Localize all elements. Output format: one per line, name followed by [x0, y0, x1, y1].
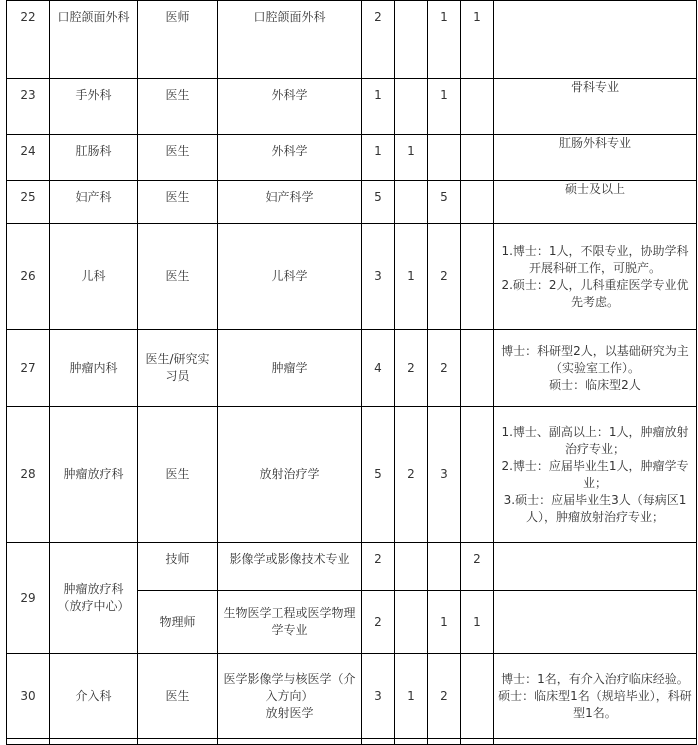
- total-count: 2: [362, 591, 395, 654]
- empty-cell: [50, 739, 138, 745]
- department: 妇产科: [50, 181, 138, 224]
- phd-count: [395, 543, 428, 591]
- master-count: 1: [428, 1, 461, 79]
- table-row-partial: [7, 739, 697, 745]
- major-line: 医学影像学与核医学（介入方向）: [223, 671, 356, 703]
- remarks: [494, 1, 697, 79]
- remarks: [494, 79, 697, 135]
- remark-line: 1.博士：1人，不限专业，协助学科开展科研工作，可脱产。: [501, 243, 689, 275]
- row-number: 26: [7, 224, 50, 330]
- phd-count: [395, 181, 428, 224]
- master-count: [428, 135, 461, 181]
- bachelor-count: [461, 654, 494, 739]
- bachelor-count: [461, 181, 494, 224]
- total-count: 5: [362, 407, 395, 543]
- remarks: [494, 224, 697, 330]
- row-number: 22: [7, 1, 50, 79]
- table-row: [7, 330, 697, 407]
- remark-line: 肛肠外科专业: [558, 136, 631, 150]
- major: 儿科学: [218, 224, 362, 330]
- remark-line: 骨科专业: [570, 80, 619, 94]
- empty-cell: [218, 739, 362, 745]
- bachelor-count: [461, 135, 494, 181]
- position: 医生: [138, 181, 218, 224]
- position: 物理师: [138, 591, 218, 654]
- remark-line: 硕士：临床型1名（规培毕业），科研型1名。: [498, 688, 692, 720]
- total-count: 3: [362, 224, 395, 330]
- remarks: [494, 330, 697, 407]
- table-row: [7, 543, 697, 591]
- department: 肛肠科: [50, 135, 138, 181]
- remark-line: 2.博士：应届毕业生1人，肿瘤学专业；: [501, 458, 689, 490]
- department: 肿瘤放疗科（放疗中心）: [50, 543, 138, 654]
- master-count: 1: [428, 79, 461, 135]
- major: 妇产科学: [218, 181, 362, 224]
- total-count: 3: [362, 654, 395, 739]
- phd-count: [395, 79, 428, 135]
- empty-cell: [362, 739, 395, 745]
- department: 手外科: [50, 79, 138, 135]
- total-count: 4: [362, 330, 395, 407]
- total-count: 1: [362, 79, 395, 135]
- empty-cell: [494, 739, 697, 745]
- major: 外科学: [218, 79, 362, 135]
- row-number: 29: [7, 543, 50, 654]
- row-number: 28: [7, 407, 50, 543]
- remark-line: 1.博士、副高以上：1人，肿瘤放射治疗专业；: [501, 424, 689, 456]
- empty-cell: [428, 739, 461, 745]
- remark-line: 博士：科研型2人，以基础研究为主（实验室工作）。: [501, 343, 689, 375]
- position: 医师: [138, 1, 218, 79]
- remark-line: 硕士及以上: [564, 182, 625, 196]
- major: 影像学或影像技术专业: [218, 543, 362, 591]
- recruitment-table: [6, 0, 697, 745]
- major: 放射治疗学: [218, 407, 362, 543]
- master-count: [428, 543, 461, 591]
- phd-count: 2: [395, 330, 428, 407]
- remark-line: 硕士：临床型2人: [549, 377, 641, 392]
- bachelor-count: [461, 224, 494, 330]
- remark-line: 2.硕士：2人，儿科重症医学专业优先考虑。: [501, 277, 689, 309]
- phd-count: [395, 1, 428, 79]
- remark-line: 3.硕士：应届毕业生3人（每病区1人），肿瘤放射治疗专业；: [503, 492, 687, 524]
- department: 肿瘤内科: [50, 330, 138, 407]
- remarks: [494, 135, 697, 181]
- major: [218, 654, 362, 739]
- position: 技师: [138, 543, 218, 591]
- master-count: 5: [428, 181, 461, 224]
- empty-cell: [395, 739, 428, 745]
- total-count: 5: [362, 181, 395, 224]
- department: 肿瘤放疗科: [50, 407, 138, 543]
- major: 生物医学工程或医学物理学专业: [218, 591, 362, 654]
- table-row: [7, 79, 697, 135]
- remarks: [494, 654, 697, 739]
- empty-cell: [461, 739, 494, 745]
- position: 医生: [138, 224, 218, 330]
- row-number: 23: [7, 79, 50, 135]
- row-number: 30: [7, 654, 50, 739]
- total-count: 1: [362, 135, 395, 181]
- table-row: [7, 1, 697, 79]
- position: 医生: [138, 79, 218, 135]
- table-row: [7, 135, 697, 181]
- bachelor-count: [461, 407, 494, 543]
- remark-line: 博士：1名，有介入治疗临床经验。: [501, 671, 689, 686]
- bachelor-count: 2: [461, 543, 494, 591]
- bachelor-count: [461, 330, 494, 407]
- remarks: [494, 181, 697, 224]
- empty-cell: [7, 739, 50, 745]
- major: 外科学: [218, 135, 362, 181]
- department: 口腔颌面外科: [50, 1, 138, 79]
- empty-cell: [138, 739, 218, 745]
- table-row: [7, 407, 697, 543]
- table-row: [7, 654, 697, 739]
- table-row: [7, 224, 697, 330]
- phd-count: 1: [395, 135, 428, 181]
- phd-count: [395, 591, 428, 654]
- bachelor-count: 1: [461, 591, 494, 654]
- master-count: 2: [428, 224, 461, 330]
- remarks: [494, 407, 697, 543]
- major-line: 放射医学: [265, 705, 314, 720]
- bachelor-count: [461, 79, 494, 135]
- major: 肿瘤学: [218, 330, 362, 407]
- row-number: 24: [7, 135, 50, 181]
- phd-count: 1: [395, 654, 428, 739]
- bachelor-count: 1: [461, 1, 494, 79]
- row-number: 27: [7, 330, 50, 407]
- table-row: [7, 181, 697, 224]
- master-count: 2: [428, 654, 461, 739]
- master-count: 3: [428, 407, 461, 543]
- remarks: [494, 543, 697, 591]
- total-count: 2: [362, 543, 395, 591]
- phd-count: 1: [395, 224, 428, 330]
- phd-count: 2: [395, 407, 428, 543]
- department: 介入科: [50, 654, 138, 739]
- position: 医生: [138, 135, 218, 181]
- position: 医生/研究实习员: [138, 330, 218, 407]
- position: 医生: [138, 407, 218, 543]
- remarks: [494, 591, 697, 654]
- major: 口腔颌面外科: [218, 1, 362, 79]
- position: 医生: [138, 654, 218, 739]
- row-number: 25: [7, 181, 50, 224]
- master-count: 2: [428, 330, 461, 407]
- department: 儿科: [50, 224, 138, 330]
- master-count: 1: [428, 591, 461, 654]
- total-count: 2: [362, 1, 395, 79]
